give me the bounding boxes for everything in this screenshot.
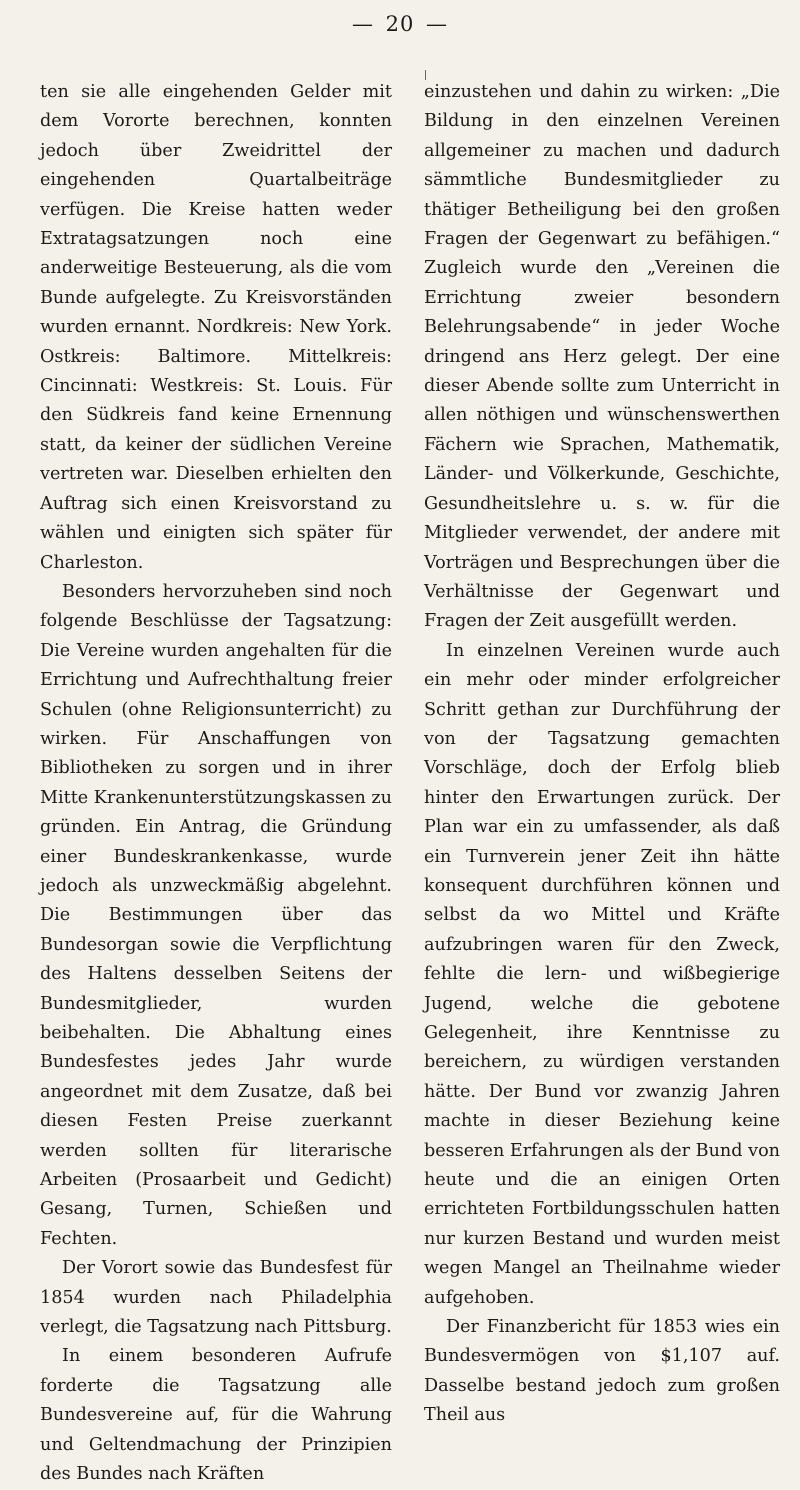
left-paragraph-1: ten sie alle eingehenden Gelder mit dem Vororte berechnen, konnten jedoch über Zweidrittel der eingehenden Quartalbeiträge verfügen. Die Kreise hatten weder Extratagsatzungen noch eine anderweitige Besteuerung, als die vom Bunde aufgelegte. Zu Kreisvorständen wurden ernannt. Nordkreis: New York. Ostkreis: Baltimore. Mittelkreis: Cincinnati: Westkreis: St. Louis. Für den Südkreis fand keine Ernennung statt, da keiner der südlichen Vereine vertreten war. Dieselben erhielten den Auftrag sich einen Kreisvorstand zu wählen und einigten sich später für Charleston. — [40, 82, 392, 573]
page-number-dash-left: — — [351, 12, 374, 36]
right-paragraph-1: einzustehen und dahin zu wirken: „Die Bildung in den einzelnen Vereinen allgemeiner zu machen und dadurch sämmtliche Bundesmitglieder zu thätiger Betheiligung bei den großen Fragen der Gegenwart zu befähigen.“ Zugleich wurde den „Vereinen die Errichtung zweier besondern Belehrungsabende“ in jeder Woche dringend ans Herz gelegt. Der eine dieser Abende sollte zum Unterricht in allen nöthigen und wünschenswerthen Fächern wie Sprachen, Mathematik, Länder- und Völkerkunde, Geschichte, Gesundheitslehre u. s. w. für die Mitglieder verwendet, der andere mit Vorträgen und Besprechungen über die Verhältnisse der Gegenwart und Fragen der Zeit ausgefüllt werden. — [424, 82, 780, 632]
right-column — [424, 78, 780, 1431]
page-number-value: 20 — [385, 12, 415, 36]
left-column — [40, 78, 392, 1490]
left-paragraph-3: Der Vorort sowie das Bundesfest für 1854 wurden nach Philadelphia verlegt, die Tagsatzung nach Pittsburg. — [40, 1258, 392, 1338]
page-number — [0, 12, 800, 36]
left-paragraph-2: Besonders hervorzuheben sind noch folgende Beschlüsse der Tagsatzung: Die Vereine wurden angehalten für die Errichtung und Aufrechthaltung freier Schulen (ohne Religionsunterricht) zu wirken. Für Anschaffungen von Bibliotheken zu sorgen und in ihrer Mitte Krankenunterstützungskassen zu gründen. Ein Antrag, die Gründung einer Bundeskrankenkasse, wurde jedoch als unzweckmäßig abgelehnt. Die Bestimmungen über das Bundesorgan sowie die Verpflichtung des Haltens desselben Seitens der Bundesmitglieder, wurden beibehalten. Die Abhaltung eines Bundesfestes jedes Jahr wurde angeordnet mit dem Zusatze, daß bei diesen Festen Preise zuerkannt werden sollten für literarische Arbeiten (Prosaarbeit und Gedicht) Gesang, Turnen, Schießen und Fechten. — [40, 581, 392, 1249]
page-number-dash-right: — — [426, 12, 449, 36]
left-paragraph-4: In einem besonderen Aufrufe forderte die Tagsatzung alle Bundesvereine auf, für die Wahrung und Geltendmachung der Prinzipien des Bundes nach Kräften — [40, 1346, 392, 1485]
right-paragraph-2: In einzelnen Vereinen wurde auch ein mehr oder minder erfolgreicher Schritt gethan zur Durchführung der von der Tagsatzung gemachten Vorschläge, doch der Erfolg blieb hinter den Erwartungen zurück. Der Plan war ein zu umfassender, als daß ein Turnverein jener Zeit ihn hätte konsequent durchführen können und selbst da wo Mittel und Kräfte aufzubringen waren für den Zweck, fehlte die lern- und wißbegierige Jugend, welche die gebotene Gelegenheit, ihre Kenntnisse zu bereichern, zu würdigen verstanden hätte. Der Bund vor zwanzig Jahren machte in dieser Beziehung keine besseren Erfahrungen als der Bund von heute und die an einigen Orten errichteten Fortbildungsschulen hatten nur kurzen Bestand und wurden meist wegen Mangel an Theilnahme wieder aufgehoben. — [424, 640, 780, 1308]
right-paragraph-3: Der Finanzbericht für 1853 wies ein Bundesvermögen von $1,107 auf. Dasselbe bestand jedoch zum großen Theil aus — [424, 1317, 780, 1426]
